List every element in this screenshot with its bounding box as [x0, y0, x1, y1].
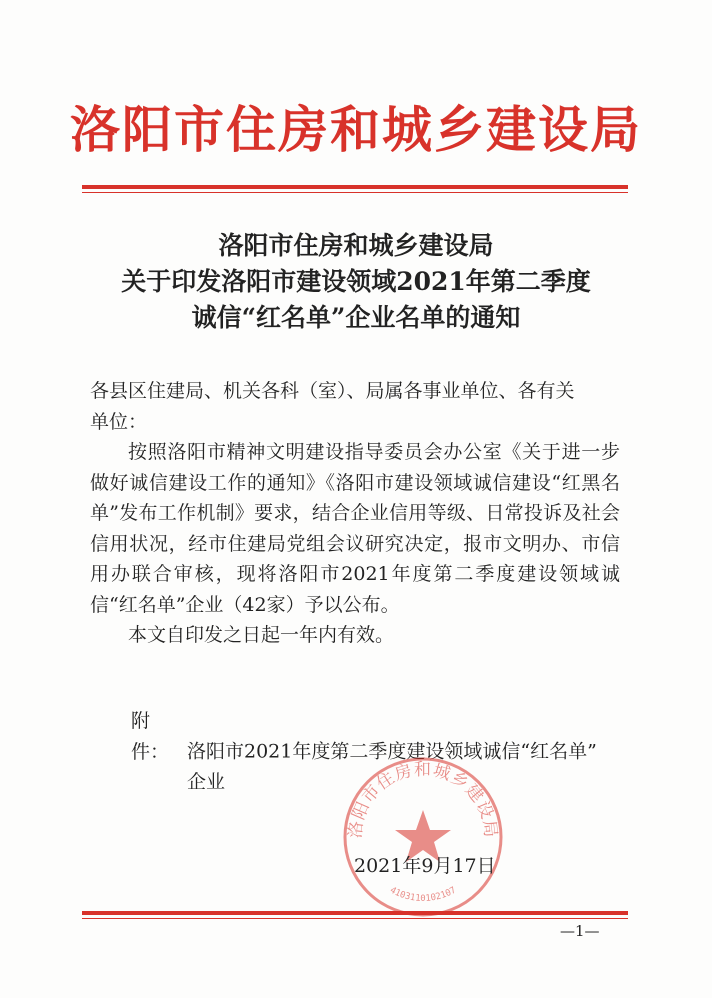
seal-code: 4103110102107	[388, 885, 458, 904]
page-number: —1—	[560, 922, 600, 940]
body-paragraph-1: 按照洛阳市精神文明建设指导委员会办公室《关于进一步做好诚信建设工作的通知》《洛阳市建设领域诚信建设“红黑名单”发布工作机制》要求，结合企业信用等级、日常投诉及社会信用状况，经市住建局党组会议研究决定，报市文明办、市信用办联合审核，现将洛阳市2021年度第二季度建设领域诚信“红名单”企业（42家）予以公布。	[90, 441, 620, 616]
svg-text:4103110102107	[388, 885, 458, 904]
seal-text: 洛阳市住房和城乡建设局	[345, 759, 501, 840]
attachment-line-2: 企业	[187, 771, 226, 793]
attachment-label: 附件：	[131, 710, 170, 763]
title-line-3: 诚信“红名单”企业名单的通知	[191, 303, 521, 332]
document-body	[90, 376, 620, 651]
masthead-title: 洛阳市住房和城乡建设局	[70, 100, 642, 159]
attachment-line-1: 洛阳市2021年度第二季度建设领域诚信“红名单”	[187, 740, 597, 763]
footer-rule-thick	[82, 911, 628, 915]
official-seal-stamp	[338, 752, 508, 922]
addressee	[90, 376, 620, 437]
body-paragraph-2: 本文自印发之日起一年内有效。	[128, 624, 395, 646]
document-title	[0, 228, 712, 336]
issue-date: 2021年9月17日	[354, 855, 496, 877]
footer-rule-thin	[82, 918, 628, 919]
masthead-rule-thick	[82, 185, 628, 189]
addressee-line-1: 各县区住建局、机关各科（室）、局属各事业单位、各有关	[90, 380, 575, 402]
title-line-1: 洛阳市住房和城乡建设局	[218, 231, 494, 260]
masthead-rule-thin	[82, 192, 628, 193]
addressee-line-2: 单位：	[90, 410, 148, 433]
title-line-2: 关于印发洛阳市建设领域2021年第二季度	[121, 267, 591, 296]
